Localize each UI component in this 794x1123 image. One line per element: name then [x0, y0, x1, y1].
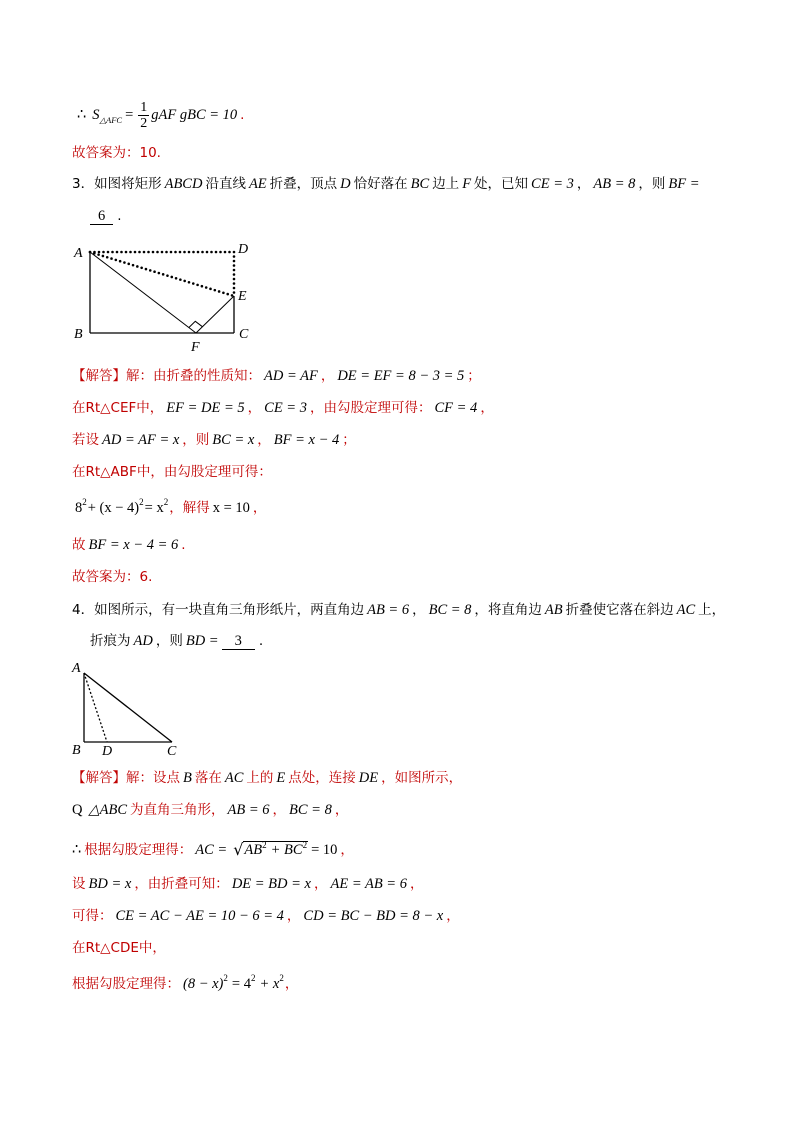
previous-answer-line: [72, 143, 161, 163]
answer-blank: 6: [90, 208, 113, 225]
question-4-line-1: [72, 600, 725, 620]
solution-3-answer-line: [72, 567, 152, 587]
solution-text: ，: [286, 908, 301, 924]
area-calculation-line: [74, 97, 244, 133]
exponent: 2: [262, 840, 267, 850]
solution-text: ，: [340, 842, 354, 858]
exponent: 2: [250, 973, 256, 983]
solution-4-line-7: [72, 974, 298, 994]
answer-blank: 3: [222, 633, 255, 650]
solution-text: ，: [313, 876, 328, 892]
math-expression: DE = BD = x: [231, 876, 311, 892]
period: .: [181, 537, 186, 553]
exponent: 2: [82, 497, 87, 507]
period: .: [117, 208, 122, 224]
solution-3-line-2: [72, 398, 494, 418]
solution-text: ，: [320, 368, 335, 384]
math-expression: EF = DE = 5: [166, 400, 245, 416]
math-expression: D: [340, 176, 351, 192]
equals-sign: =: [125, 107, 134, 123]
solution-text: ，: [257, 432, 271, 448]
math-expression: AD: [133, 633, 153, 649]
math-expression: BF = x − 4 = 6: [88, 537, 179, 553]
math-expression: AC: [676, 602, 696, 618]
solution-4-line-2: [72, 800, 348, 820]
vertex-label-c: C: [239, 327, 249, 342]
solution-text: ，: [272, 802, 287, 818]
solution-text: 为直角三角形，: [130, 802, 225, 818]
question-text: 沿直线: [205, 176, 246, 192]
vertex-label-f: F: [191, 340, 200, 355]
solution-4-line-4: [72, 874, 423, 894]
math-expression: BF =: [668, 176, 700, 192]
question-text: 处，已知: [474, 176, 529, 192]
math-expression: AD = AF = x: [102, 432, 180, 448]
answer-value: 6.: [139, 569, 153, 585]
fraction-denominator: 2: [140, 115, 148, 131]
question-text: 4．如图所示，有一块直角三角形纸片，两直角边: [72, 602, 365, 618]
question-text: ，将直角边: [474, 602, 542, 618]
solution-text: 在Rt△CEF中，: [72, 400, 164, 416]
math-expression: AE = AB = 6: [330, 876, 407, 892]
solution-text: 根据勾股定理得：: [84, 842, 193, 858]
vertex-label-b: B: [72, 743, 81, 758]
solution-text: ，: [284, 976, 299, 992]
answer-value: 10.: [139, 145, 161, 161]
math-expression: ABCD: [164, 176, 203, 192]
solution-text: ，: [252, 500, 267, 516]
exponent: 2: [279, 973, 284, 983]
question-text: ，则: [155, 633, 183, 649]
exponent: 2: [302, 840, 308, 850]
question-text: ，: [576, 176, 591, 192]
exponent: 2: [163, 497, 169, 507]
question-text: 上，: [698, 602, 726, 618]
solution-text: 根据勾股定理得：: [72, 976, 180, 992]
solution-text: 【解答】解：设点: [72, 770, 180, 786]
solution-4-line-6: [72, 938, 166, 958]
question-text: 折叠，顶点: [269, 176, 338, 192]
math-expression: AB = 6: [227, 802, 270, 818]
solution-text: 故: [72, 537, 86, 553]
math-expression: = 4: [231, 976, 251, 992]
vertex-label-e: E: [238, 289, 247, 304]
math-expression: B: [183, 770, 192, 786]
solution-3-line-4: [72, 462, 272, 482]
vertex-label-a: A: [74, 246, 83, 261]
solution-text: ，如图所示，: [381, 770, 463, 786]
vertex-label-b: B: [74, 327, 83, 342]
solution-3-line-6: [72, 535, 186, 555]
math-expression: BC: [410, 176, 430, 192]
math-expression: AB: [544, 602, 563, 618]
question-text: ，: [412, 602, 426, 618]
exponent: 2: [223, 973, 228, 983]
answer-label: 故答案为：: [72, 145, 140, 161]
therefore-symbol: ∴: [72, 842, 82, 858]
math-expression: CE = 3: [264, 400, 307, 416]
question-4-line-2: [90, 631, 263, 651]
solution-text: 在Rt△ABF中，由勾股定理可得：: [72, 464, 272, 480]
math-expression: + BC: [270, 842, 303, 858]
question-3-line-1: [72, 174, 703, 194]
solution-text: ，由折叠可知：: [134, 876, 229, 892]
math-expression: AC: [224, 770, 244, 786]
exponent: 2: [139, 497, 144, 507]
fraction-one-half: [138, 100, 149, 131]
math-expression: (8 − x): [183, 976, 224, 992]
square-root-body: [243, 841, 308, 859]
question-text: 边上: [432, 176, 460, 192]
math-expression: BF = x − 4: [273, 432, 340, 448]
solution-text: ，: [409, 876, 424, 892]
solution-text: 若设: [72, 432, 99, 448]
math-expression: DE = EF = 8 − 3 = 5: [337, 368, 465, 384]
area-subscript: △AFC: [99, 115, 123, 125]
solution-text: 在Rt△CDE中，: [72, 940, 166, 956]
math-expression: AB = 6: [367, 602, 410, 618]
math-expression: AD = AF: [264, 368, 318, 384]
because-symbol: Q: [72, 802, 83, 818]
solution-3-line-1: [72, 366, 481, 386]
math-expression: AB = 8: [593, 176, 636, 192]
math-expression: AB: [244, 842, 263, 858]
solution-text: 落在: [194, 770, 222, 786]
solution-text: ；: [342, 432, 356, 448]
solution-text: 可得：: [72, 908, 113, 924]
question-text: 恰好落在: [353, 176, 408, 192]
math-expression: 8: [75, 500, 83, 516]
solution-text: ，: [334, 802, 349, 818]
question-text: 折叠使它落在斜边: [565, 602, 674, 618]
area-symbol: S: [92, 107, 100, 123]
math-expression: + (x − 4): [87, 500, 140, 516]
area-expression: gAF gBC = 10: [151, 107, 238, 123]
math-expression: = 10: [311, 842, 338, 858]
solution-4-line-5: [72, 906, 460, 926]
solution-text: 设: [72, 876, 86, 892]
math-expression: CE = 3: [531, 176, 574, 192]
math-expression: x = 10: [212, 500, 250, 516]
math-expression: DE: [358, 770, 379, 786]
right-triangle-fold-figure: [60, 656, 190, 760]
solution-text: 上的: [246, 770, 274, 786]
math-expression: BD =: [185, 633, 219, 649]
math-expression: AC =: [195, 842, 228, 858]
math-expression: △ABC: [88, 802, 128, 818]
solution-4-line-3: [72, 838, 354, 862]
rectangle-fold-figure: [60, 236, 260, 358]
solution-text: 点处，连接: [288, 770, 356, 786]
vertex-label-d: D: [102, 744, 113, 759]
math-expression: F: [462, 176, 472, 192]
question-text: 折痕为: [90, 633, 131, 649]
math-expression: CE = AC − AE = 10 − 6 = 4: [115, 908, 284, 924]
math-expression: CD = BC − BD = 8 − x: [303, 908, 444, 924]
question-text: ，则: [638, 176, 666, 192]
solution-text: ，解得: [169, 500, 210, 516]
solution-text: ；: [467, 368, 481, 384]
math-expression: + x: [259, 976, 280, 992]
math-expression: BD = x: [88, 876, 132, 892]
vertex-label-a: A: [72, 661, 81, 676]
therefore-symbol: ∴: [77, 107, 87, 123]
math-expression: BC = 8: [289, 802, 332, 818]
math-expression: CF = 4: [434, 400, 478, 416]
math-expression: BC = x: [212, 432, 255, 448]
solution-3-line-5: [72, 498, 266, 518]
period: .: [240, 107, 245, 123]
solution-text: ，则: [182, 432, 210, 448]
solution-text: ，: [247, 400, 262, 416]
vertex-label-d: D: [238, 242, 249, 257]
math-expression: AE: [248, 176, 267, 192]
answer-label: 故答案为：: [72, 569, 140, 585]
question-text: 3．如图将矩形: [72, 176, 162, 192]
fraction-numerator: 1: [140, 99, 148, 115]
math-expression: BC = 8: [428, 602, 472, 618]
vertex-label-c: C: [167, 744, 177, 759]
solution-text: ，: [446, 908, 460, 924]
square-root-icon: √: [233, 840, 244, 859]
solution-3-line-3: [72, 430, 356, 450]
question-3-line-2: [90, 206, 122, 226]
period: .: [258, 633, 264, 649]
math-expression: = x: [144, 500, 164, 516]
solution-text: 【解答】解：由折叠的性质知：: [72, 368, 261, 384]
solution-text: ，: [480, 400, 494, 416]
solution-text: ，由勾股定理可得：: [309, 400, 432, 416]
math-expression: E: [276, 770, 286, 786]
solution-4-line-1: [72, 768, 462, 788]
